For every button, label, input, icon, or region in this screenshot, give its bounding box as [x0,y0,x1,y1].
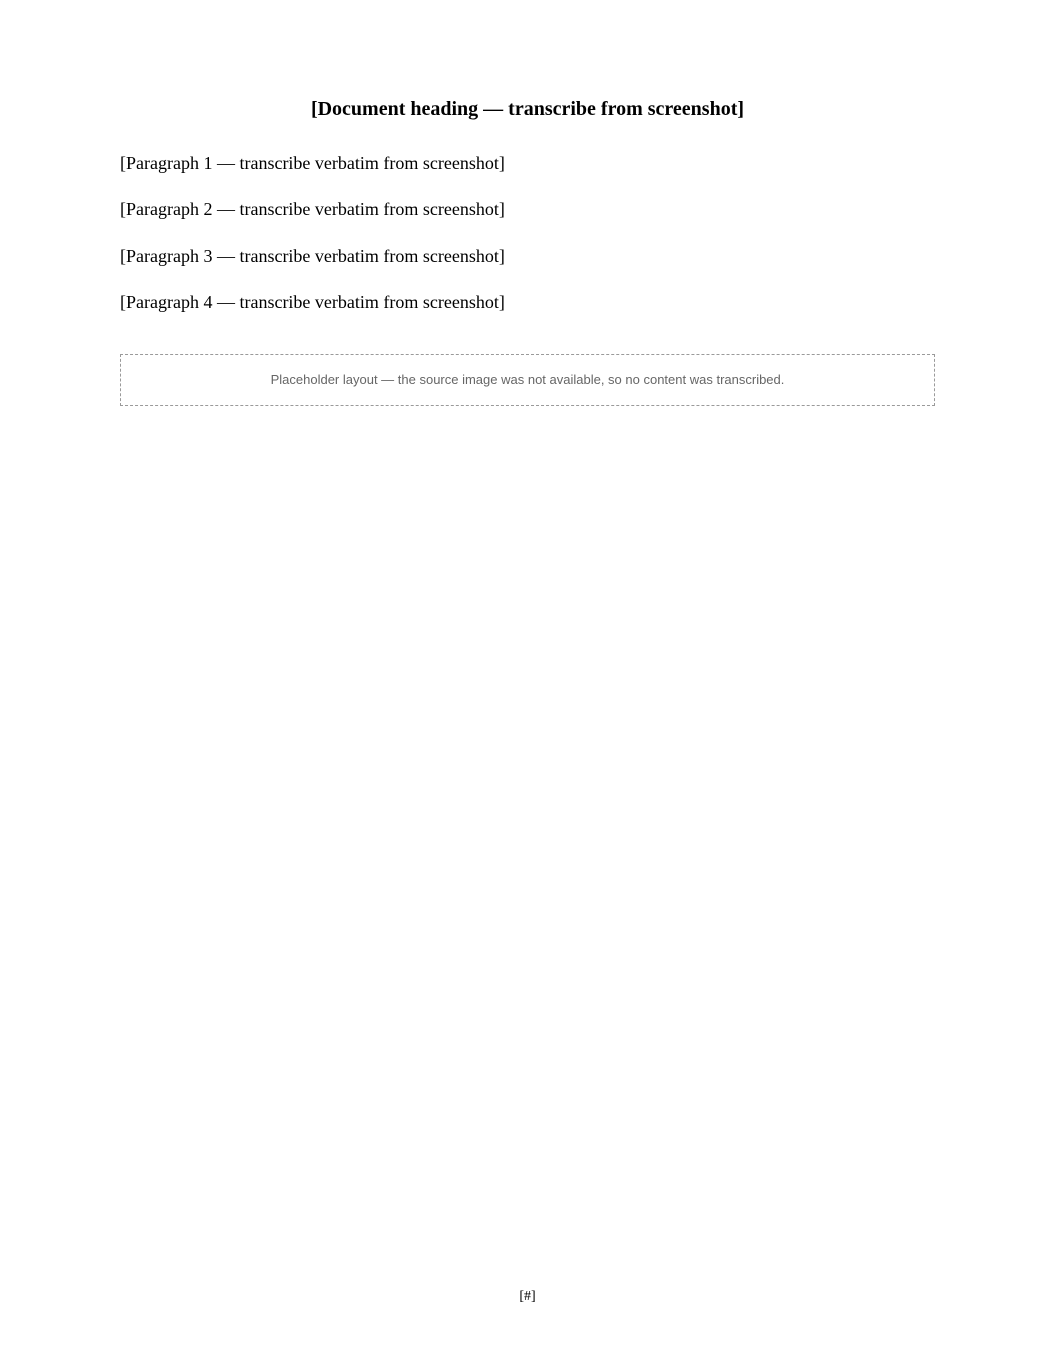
page-number: [#] [519,1289,536,1304]
document-body [120,96,935,406]
body-paragraph-2: [Paragraph 2 — transcribe verbatim from screenshot] [120,199,505,220]
placeholder-notice: Placeholder layout — the source image was not available, so no content was transcribed. [120,354,935,406]
document-heading: [Document heading — transcribe from screenshot] [310,98,745,120]
body-paragraph-1: [Paragraph 1 — transcribe verbatim from screenshot] [120,153,505,173]
body-paragraph-3: [Paragraph 3 — transcribe verbatim from screenshot] [120,245,505,266]
body-paragraph-4: [Paragraph 4 — transcribe verbatim from screenshot] [120,291,505,312]
